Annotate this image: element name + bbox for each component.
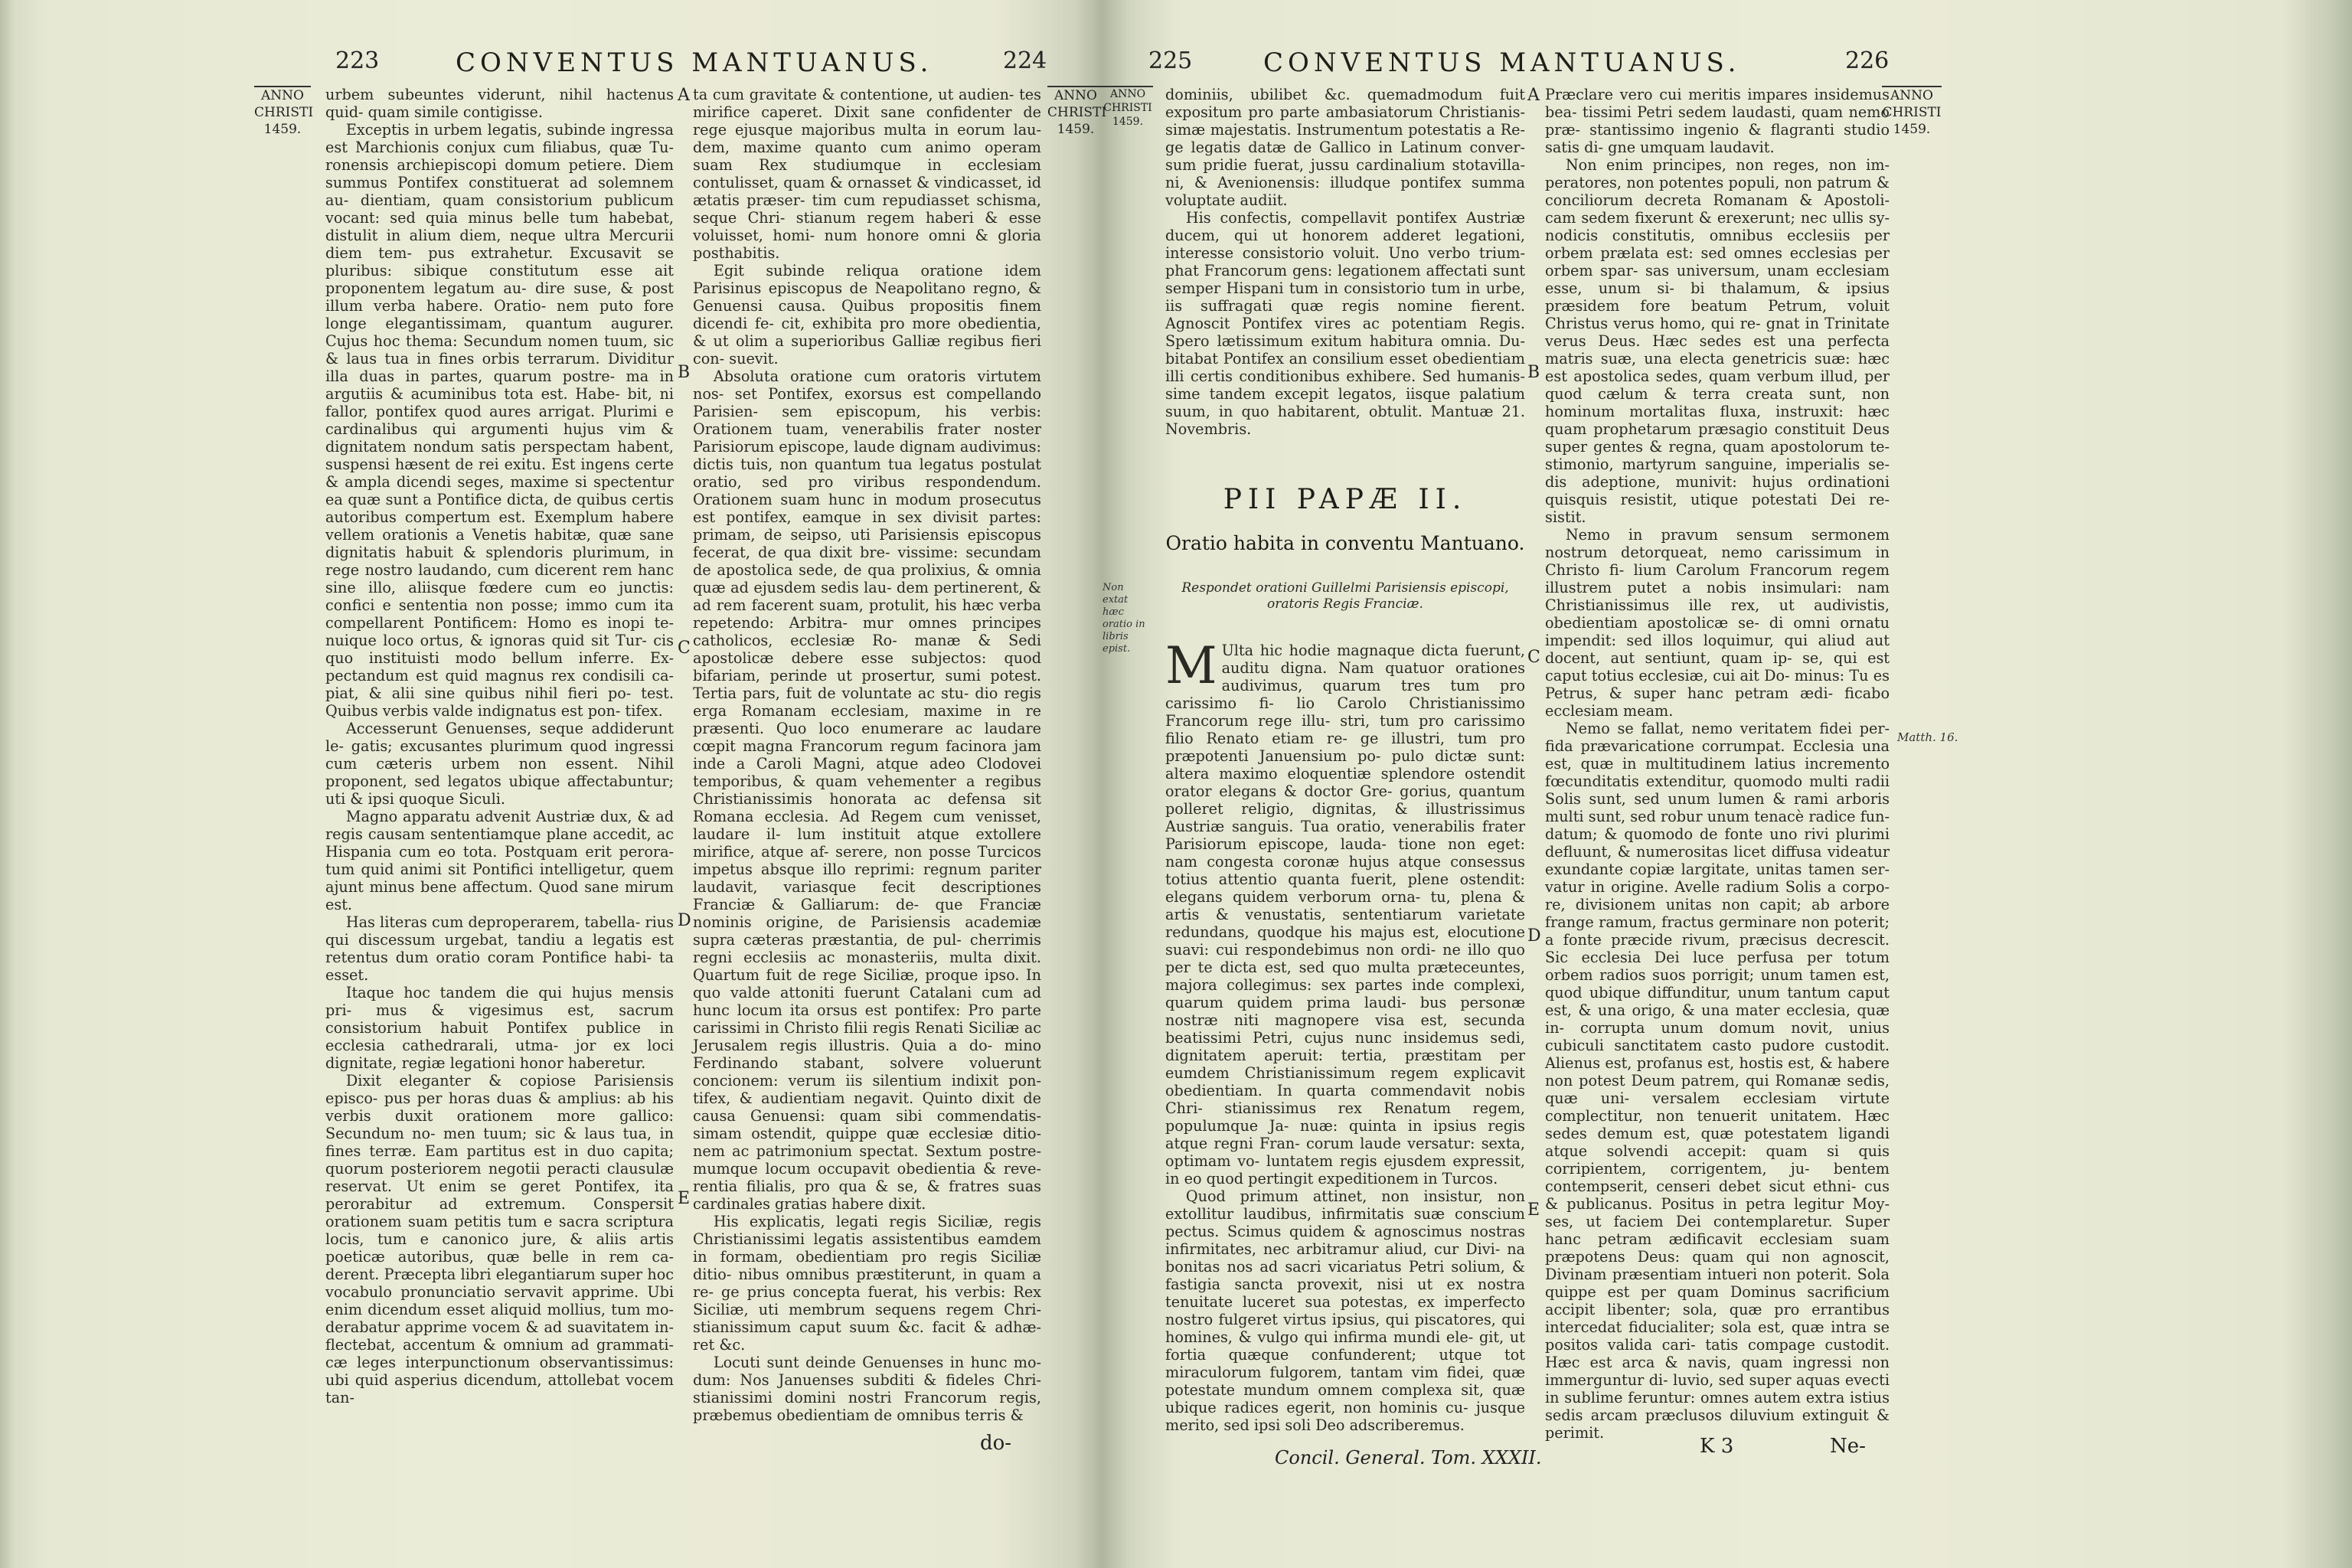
section-letter-b: B <box>1527 363 1540 382</box>
oration-title-main: PII PAPÆ II. <box>1223 484 1468 515</box>
margin-note-oratio: Non extat hæc oratio in libris epist. <box>1102 582 1145 655</box>
section-letter-d: D <box>1527 926 1541 946</box>
anno-label: ANNO <box>254 86 311 104</box>
section-letter-c: C <box>1527 648 1540 667</box>
christi-label: CHRISTI <box>1103 102 1152 114</box>
anno-label: ANNO <box>1882 86 1942 104</box>
paragraph: Itaque hoc tandem die qui hujus mensis pri- mus & vigesimus est, sacrum consistorium habuit Pontifex publice in ecclesia cathedrarali, utma- jor ex loci dignitate, regiæ legationi honor haberetur. <box>325 984 674 1072</box>
paragraph: Has literas cum deproperarem, tabella- rius qui discessum urgebat, tandiu a legatis est retentus dum oratio coram Pontifice habi- ta esset. <box>325 913 674 984</box>
margin-year-left-outer <box>254 86 314 138</box>
page-number-left-a: 223 <box>335 47 380 74</box>
dropcap-m: M <box>1165 636 1217 695</box>
volume-footer: Concil. General. Tom. XXXII. <box>1275 1447 1542 1468</box>
right-page-column-2 <box>1545 86 1890 1442</box>
section-letter-d: D <box>678 911 691 930</box>
page-number-right-b: 226 <box>1845 47 1890 74</box>
anno-label: ANNO <box>1047 86 1104 104</box>
section-letter-b: B <box>678 363 691 382</box>
signature-mark: K 3 <box>1700 1435 1734 1458</box>
running-header-left: CONVENTUS MANTUANUS. <box>456 47 933 78</box>
christi-label: CHRISTI <box>1882 105 1942 120</box>
oration-title-sub: Oratio habita in conventu Mantuano. <box>1165 532 1525 554</box>
section-letter-a: A <box>678 86 690 105</box>
page-number-right-a: 225 <box>1148 47 1193 74</box>
paragraph: dominiis, ubilibet &c. quemadmodum fuit expositum pro parte ambasiatorum Christianis- simæ majestatis. Instrumentum potestatis a Re- ge legatis datæ de Gallico in Latinum conver- sum pridie fuerat, jussu cardinalium stotavilla- ni, & Avenionensis: illudque pontifex summa voluptate audiit. <box>1165 86 1525 209</box>
paragraph: Egit subinde reliqua oratione idem Parisinus episcopus de Neapolitano regno, & Genuensi causa. Quibus propositis finem dicendi fe- cit, exhibita pro more obedientia, & ut olim a superioribus Galliæ regibus fieri con- suevit. <box>693 262 1041 368</box>
paragraph: Non enim principes, non reges, non im- peratores, non potentes populi, non patrum & conciliorum decreta Romanam & Apostoli- cam sedem fixerunt & erexerunt; nec ullis sy- nodicis constitutis, omnibus ecclesiis per orbem prælata est: sed omnes ecclesias per orbem spar- sas universum, unam ecclesiam esse, unum si- bi thalamum, & ipsius præsidem fore beatum Petrum, voluit Christus verus homo, qui re- gnat in Trinitate verus Deus. Hæc sedes est una perfecta matris suæ, una electa genetricis suæ: hæc est apostolica sedes, quam verbum illud, per quod cælum & terra creata sunt, non hominum mortalitas fluxa, instruxit: hæc quam prophetarum præsagio constituit Deus super gentes & regna, quam apostolorum te- stimonio, martyrum sanguine, imperialis se- dis adeptione, munivit: hujus ordinationi quisquis resistit, utique potestati Dei re- sistit. <box>1545 156 1890 526</box>
right-page <box>1102 0 2352 1568</box>
paragraph: Magno apparatu advenit Austriæ dux, & ad regis causam sententiamque plane accedit, ac Hispania cum eo tota. Postquam erit perora- tum quid animi sit Pontifici intelligetur, quem ajunt minus bene affectum. Quod sane mirum est. <box>325 808 674 913</box>
year-label: 1459. <box>1112 116 1144 128</box>
paragraph: Nemo se fallat, nemo veritatem fidei per- fida prævaricatione corrumpat. Ecclesia una est, quæ in multitudinem latius incremento fœcunditatis extenditur, quomodo multi radii Solis sunt, sed unum lumen & rami arboris multi sunt, sed robur unum tenacè radice fun- datum; & quomodo de fonte uno rivi plurimi defluunt, & numerositas licet diffusa videatur exundante copiæ largitate, unitas tamen ser- vatur in origine. Avelle radium Solis a corpo- re, divisionem unitas non capit; ab arbore frange ramum, fractus germinare non poterit; a fonte præcide rivum, præcisus decrescit. Sic ecclesia Dei luce perfusa per totum orbem radios suos porrigit; unum tamen est, quod ubique diffunditur, unum tantum caput est, & una origo, & una mater ecclesia, quæ in- corrupta unum domum novit, unius cubiculi sanctitatem casto pudore custodit. Alienus est, profanus est, hostis est, & habere non potest Deum patrem, qui Romanæ sedis, quæ uni- versalem ecclesiam virtute complectitur, non tenuerit unitatem. Hæc sedes demum est, quæ potestatem ligandi atque solvendi accepit: quam si quis corripientem, corrigentem, ju- bentem contempserit, censeri debet sicut ethni- cus & publicanus. Positus in petra legitur Moy- ses, ut faciem Dei contemplaretur. Super hanc petram ædificavit ecclesiam suam præpotens Deus: quam qui non agnoscit, Divinam præsentiam intueri non poterit. Sola quippe est per quam Dominus sacrificium accipit libenter; sola, quæ pro errantibus intercedat fiducialiter; sola est, quæ intra se positos valida cari- tatis compage custodit. Hæc est arca & navis, quam ingressi non immerguntur di- luvio, sed super aquas evecti in sublime feruntur: omnes autem extra istius sedis arcam præclusos diluvium extinguit & perimit. <box>1545 720 1890 1442</box>
margin-year-right-inner <box>1102 86 1153 129</box>
section-letter-e: E <box>1527 1200 1540 1220</box>
left-page-column-2 <box>693 86 1041 1424</box>
anno-label: ANNO <box>1102 86 1153 101</box>
year-label: 1459. <box>1057 122 1095 137</box>
margin-reference-matth: Matth. 16. <box>1897 730 1958 744</box>
margin-year-right-outer <box>1882 86 1942 138</box>
paragraph: ta cum gravitate & contentione, ut audien- tes mirifice caperet. Dixit sane confidenter de rege ejusque majoribus multa in eorum lau- dem, maxime quanto cum animo operam suam Rex studiumque in ecclesiam contulisset, quam & ornasset & vindicasset, id ætatis præser- tim cum repudiasset schisma, seque Chri- stianum regem haberi & esse voluisset, homi- num honore omni & gloria posthabitis. <box>693 86 1041 262</box>
paragraph: Dixit eleganter & copiose Parisiensis episco- pus per horas duas & amplius: ab his verbis duxit orationem more gallico: Secundum no- men tuum; sic & laus tua, in fines terræ. Eam partitus est in duo capita; quorum posteriorem negotii peracti clausulæ reservat. Ut enim se geret Pontifex, ita perorabitur ad extremum. Conspersit orationem suam petitis tum e sacra scriptura locis, tum e canonico jure, & aliis artis poeticæ autoribus, quæ belle in rem ca- derent. Præcepta libri elegantiarum super hoc vocabulo pronunciatio servavit apprime. Ubi enim dicendum esset aliquid mollius, tum mo- derabatur apprime vocem & ad suavitatem in- flectebat, accentum & omnium ad grammati- cæ leges interpunctionum observantissimus: ubi quid asperius dicendum, attollebat vocem tan- <box>325 1072 674 1406</box>
responsio-heading: Respondet orationi Guillelmi Parisiensis episcopi, oratoris Regis Franciæ. <box>1181 580 1509 612</box>
catchword-left: do- <box>980 1432 1012 1455</box>
paragraph: Præclare vero cui meritis impares insidemus bea- tissimi Petri sedem laudasti, quam nemo præ- stantissimo ingenio & flagranti studio satis di- gne umquam laudavit. <box>1545 86 1890 156</box>
paragraph: Exceptis in urbem legatis, subinde ingressa est Marchionis conjux cum filiabus, quæ Tu- ronensis archiepiscopi domum petiere. Diem summus Pontifex constituerat ad solemnem au- dientiam, quam consistorium publicum vocant: sed quia minus belle tum habebat, distulit in alium diem, neque ultra Mercurii diem tem- pus extrahetur. Excusavit se pluribus: sibique constitutum esse ait proponentem legatum au- dire suse, & post illum verba habere. Oratio- nem puto fore longe elegantissimam, quantum augurer. Cujus hoc thema: Secundum nomen tuum, sic & laus tua in fines orbis terrarum. Dividitur illa duas in partes, quarum postre- ma in argutiis & acuminibus tota est. Habe- bit, ni fallor, pontifex quod aures arrigat. Plurimi e cardinalibus qui argumenti hujus vim & dignitatem nondum satis perspectam habent, suspensi hæsent de rei exitu. Est ingens certe & ampla dicendi seges, maxime si spectentur ea quæ sunt a Pontifice dicta, de quibus certis autoribus compertum est. Exemplum habere vellem orationis a Venetis habitæ, quæ sane dignitatis habuit & splendoris plurimum, in rege nostro laudando, cum dicerent rem hanc sine illo, aliisque fœdere cum eo junctis: confici e sententia non posse; immo cum ita compellarent Pontificem: Homo es inopi te- nuique loco ortus, & ignoras quid sit Tur- cis quo instituisti modo bellum inferre. Ex- pectandum est quid magnus rex condisili ca- piat, & alii sine quibus nihil fieri po- test. Quibus verbis valde indignatus est pon- tifex. <box>325 121 674 720</box>
right-page-column-1 <box>1165 86 1525 438</box>
paragraph <box>1165 636 1525 1187</box>
section-letter-e: E <box>678 1189 691 1208</box>
paragraph: Locuti sunt deinde Genuenses in hunc mo- dum: Nos Januenses subditi & fideles Chri- stianissimi domini nostri Francorum regis, præbemus obedientiam de omnibus terris & <box>693 1354 1041 1424</box>
christi-label: CHRISTI <box>1047 105 1107 120</box>
right-page-column-1-main <box>1165 636 1525 1434</box>
oration-title <box>1165 484 1525 554</box>
paragraph: Nemo in pravum sensum sermonem nostrum detorqueat, nemo carissimum in Christo fi- lium Carolum Francorum regem illustrem putet a nobis insimulari: nam Christianissimus ille rex, ut audivistis, obedientiam apostolicæ se- di omni ornatu impendit: sed illos loquimur, qui aliud aut docent, aut sentiunt, quam ip- se, qui est caput totius ecclesiæ, cui ait Do- minus: Tu es Petrus, & super hanc petram ædi- ficabo ecclesiam meam. <box>1545 526 1890 720</box>
catchword-right: Ne- <box>1830 1435 1866 1458</box>
paragraph: Absoluta oratione cum oratoris virtutem nos- set Pontifex, exorsus est compellando Parisien- sem episcopum, his verbis: Orationem tuam, venerabilis frater noster Parisiorum episcope, laude dignam audivimus: dictis tuis, non quantum tua legatus postulat oratio, sed pro viribus respondendum. Orationem suam hunc in modum prosecutus est pontifex, eamque in sex divisit partes: primam, de seipso, uti Parisiensis episcopus fecerat, de qua dixit bre- vissime: secundam de apostolica sede, de qua prolixius, & omnia quæ ad ejusdem sedis lau- dem pertinerent, & ad rem facerent suam, protulit, his hæc verba repetendo: Arbitra- mur omnes principes catholicos, ecclesiæ Ro- manæ & Sedi apostolicæ debere esse subjectos: quod bifariam, perinde ut prosertur, sumi potest. Tertia pars, fuit de voluntate ac stu- dio regis erga Romanam ecclesiam, maxime in re præsenti. Quo loco enumerare ac laudare cœpit magna Francorum regum facinora jam inde a Caroli Magni, atque adeo Clodovei temporibus, & quam vehementer a regibus Christianissimis honorata ac defensa sit Romana ecclesia. Ad Regem cum venisset, laudare il- lum instituit atque extollere mirifice, atque af- serere, non posse Turcicos impetus absque illo reprimi: regnum pariter laudavit, variasque fecit descriptiones Franciæ & Galliarum: de- que Franciæ nominis origine, de Parisiensis academiæ supra cæteras præstantia, de pul- cherrimis regni ecclesiis ac monasteriis, multa dixit. Quartum fuit de rege Siciliæ, proque ipso. In quo valde attoniti fuerunt Catalani cum ad hunc locum ita orsus est pontifex: Pro parte carissimi in Christo filii regis Renati Siciliæ ac Jerusalem regis illustris. Quia a do- mino Ferdinando stabant, solvere voluerunt concionem: verum iis silentium indixit pon- tifex, & audientiam negavit. Quinto dixit de causa Genuensi: quam sibi commendatis- simam ostendit, quippe quæ ecclesiæ ditio- nem ac patrimonium spectat. Sextum postre- mumque locum occupavit obedientia & reve- rentia filialis, pro qua & se, & fratres suas cardinales gratias habere dixit. <box>693 368 1041 1213</box>
margin-year-left-inner <box>1047 86 1107 138</box>
running-header-right: CONVENTUS MANTUANUS. <box>1263 47 1741 78</box>
paragraph: His confectis, compellavit pontifex Austriæ ducem, qui ut honorem adderet legationi, interesse consistorio voluit. Uno verbo trium- phat Francorum gens: legationem affectati sunt semper Hispani tum in consistorio tum in urbe, iis suffragati quæ regis nomine fierent. Agnoscit Pontifex vires ac potentiam Regis. Spero lætissimum exitum habitura omnia. Du- bitabat Pontifex an consilium esset obedientiam illi certis conditionibus exhibere. Sed humanis- sime tandem excepit legatos, iisque palatium suum, in quo habitarent, obtulit. Mantuæ 21. Novembris. <box>1165 209 1525 438</box>
section-letter-a: A <box>1527 86 1540 105</box>
year-label: 1459. <box>1893 122 1931 137</box>
year-label: 1459. <box>263 122 302 137</box>
paragraph-text: Ulta hic hodie magnaque dicta fuerunt, auditu digna. Nam quatuor orationes audivimus, quarum tres tum pro carissimo fi- lio Carolo Christianissimo Francorum rege illu- stri, tum pro carissimo filio Renato etiam re- ge illustri, tum pro præpotenti Januensium po- pulo dictæ sunt: altera maximo eloquentiæ splendore ostendit orator elegans & doctor Gre- gorius, quantum polleret religio, dignitas, & illustrissimus Austriæ sanguis. Tua oratio, venerabilis frater Parisiorum episcope, lauda- tione non eget: nam congesta coronæ hujus atque consessus totius attentio quanta fuerit, plene ostendit: elegans quidem verborum orna- tu, plena & artis & venustatis, sententiarum varietate redundans, quodque his majus est, elocutione suavi: cui respondebimus non ordi- ne illo quo per te dicta est, sed quo multa præteceuntes, majora collegimus: sex partes inde complexi, quarum quidem prima laudi- bus personæ nostræ niti magnopere visa est, secunda beatissimi Petri, cujus nunc insidemus sedi, dignitatem aperuit: tertia, præstitam per eumdem Christianissimum regem explicavit obedientiam. In quarta commendavit nobis Chri- stianissimus rex Renatum regem, populumque Ja- nuæ: quinta in ipsius regis atque regni Fran- corum laude versatur: sexta, optimam vo- luntatem regis ejusdem expressit, in eo quod pertingit expeditionem in Turcos. <box>1165 642 1525 1187</box>
paragraph: Accesserunt Genuenses, seque addiderunt le- gatis; excusantes plurimum quod ingressi cum cæteris urbem non essent. Nihil proponent, sed legatos ubique affectabuntur; uti & ipsi quoque Siculi. <box>325 720 674 808</box>
section-letter-c: C <box>678 639 691 658</box>
paragraph: His explicatis, legati regis Siciliæ, regis Christianissimi legatis assistentibus eamdem in formam, obedientiam pro regis Siciliæ ditio- nibus omnibus præstiterunt, in quam a re- ge prius concepta fuerat, his verbis: Rex Siciliæ, uti membrum sequens regem Chri- stianissimum caput suum &c. facit & adhæ- ret &c. <box>693 1213 1041 1354</box>
paragraph: Quod primum attinet, non insistur, non extollitur laudibus, infirmitatis suæ conscium pectus. Scimus quidem & agnoscimus nostras infirmitates, nec arbitramur aliud, cur Divi- na bonitas nos ad sacri vicariatus Petri solium, & fastigia sancta provexit, nisi ut ex nostra tenuitate luceret sua potestas, ex imperfecto nostro fulgeret virtus ipsius, qui piscatores, qui homines, & vulgo qui infirma mundi ele- git, ut fortia quæque confunderent; utque tot miraculorum fulgorem, tantam vim fidei, quæ potestate mundum omnem complexa sit, quæ ubique radices egerit, non hominis cu- jusque merito, sed ipsi soli Deo adscriberemus. <box>1165 1187 1525 1434</box>
page-number-left-b: 224 <box>1003 47 1047 74</box>
left-page <box>0 0 1107 1568</box>
paragraph: urbem subeuntes viderunt, nihil hactenus quid- quam simile contigisse. <box>325 86 674 121</box>
left-page-column-1 <box>325 86 674 1406</box>
christi-label: CHRISTI <box>254 105 314 120</box>
